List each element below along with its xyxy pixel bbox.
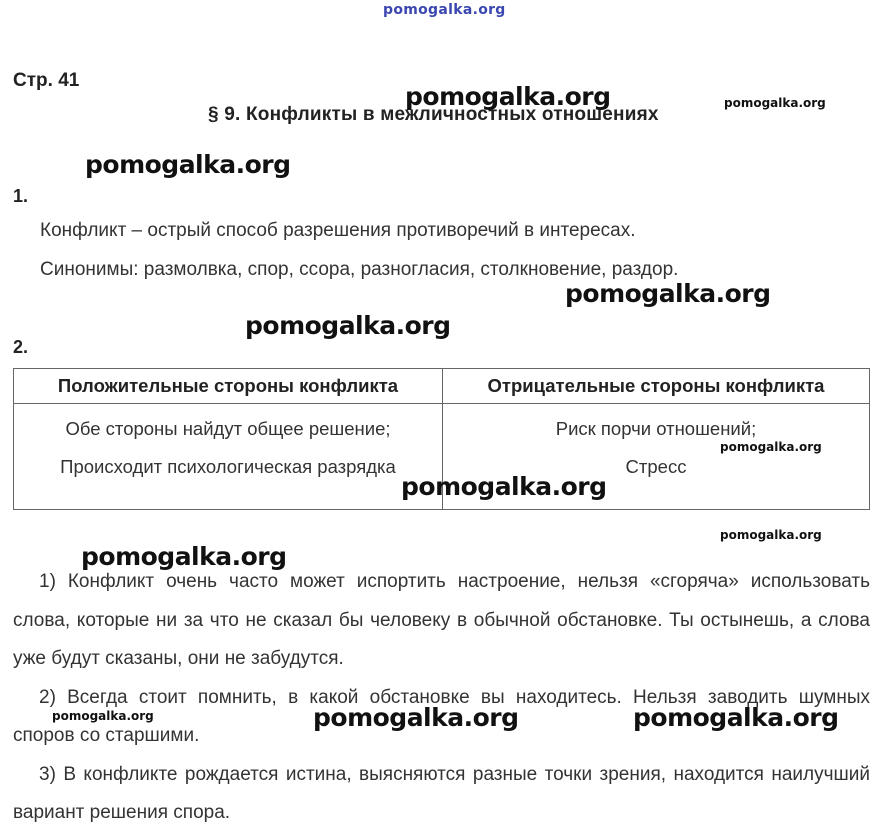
watermark: pomogalka.org [81,542,287,571]
q1-synonyms: Синонимы: размолвка, спор, ссора, разногласия, столкновение, раздор. [40,259,679,280]
watermark: pomogalka.org [401,472,607,501]
watermark: pomogalka.org [720,528,822,542]
watermark: pomogalka.org [720,440,822,454]
watermark: pomogalka.org [313,703,519,732]
table-header-row [14,369,870,404]
watermark: pomogalka.org [633,703,839,732]
section-heading: § 9. Конфликты в межличностных отношениях [208,104,659,125]
watermark: pomogalka.org [724,96,826,110]
watermark-top: pomogalka.org [383,2,506,18]
watermark: pomogalka.org [565,279,771,308]
watermark: pomogalka.org [85,150,291,179]
q3-paragraph: 2) Всегда стоит помнить, в какой обстановке вы находитесь. Нельзя заводить шумных споров со старшими. [13,686,870,746]
q1-definition: Конфликт – острый способ разрешения противоречий в интересах. [40,220,636,241]
watermark: pomogalka.org [52,709,154,723]
q3-paragraph: 3) В конфликте рождается истина, выясняются разные точки зрения, находится наилучший вариант решения спора. [13,763,870,823]
watermark: pomogalka.org [405,82,611,111]
watermark: pomogalka.org [245,311,451,340]
question-2-number: 2. [13,337,29,357]
q3-answer [13,563,870,833]
page-number: Стр. 41 [13,70,80,91]
negative-item: Стресс [625,456,687,477]
header-positive: Положительные стороны конфликта [14,369,443,404]
positive-item: Обе стороны найдут общее решение; [65,418,391,439]
negative-item: Риск порчи отношений; [555,418,757,439]
positive-item: Происходит психологическая разрядка [60,456,396,477]
q3-paragraph: 1) Конфликт очень часто может испортить настроение, нельзя «сгоряча» использовать слова, которые ни за что не сказал бы человеку в обычной обстановке. Ты остынешь, а слова уже будут сказаны, они не забудутся. [13,571,870,669]
header-negative: Отрицательные стороны конфликта [443,369,870,404]
positive-cell [14,404,443,510]
question-1-number: 1. [13,186,29,206]
